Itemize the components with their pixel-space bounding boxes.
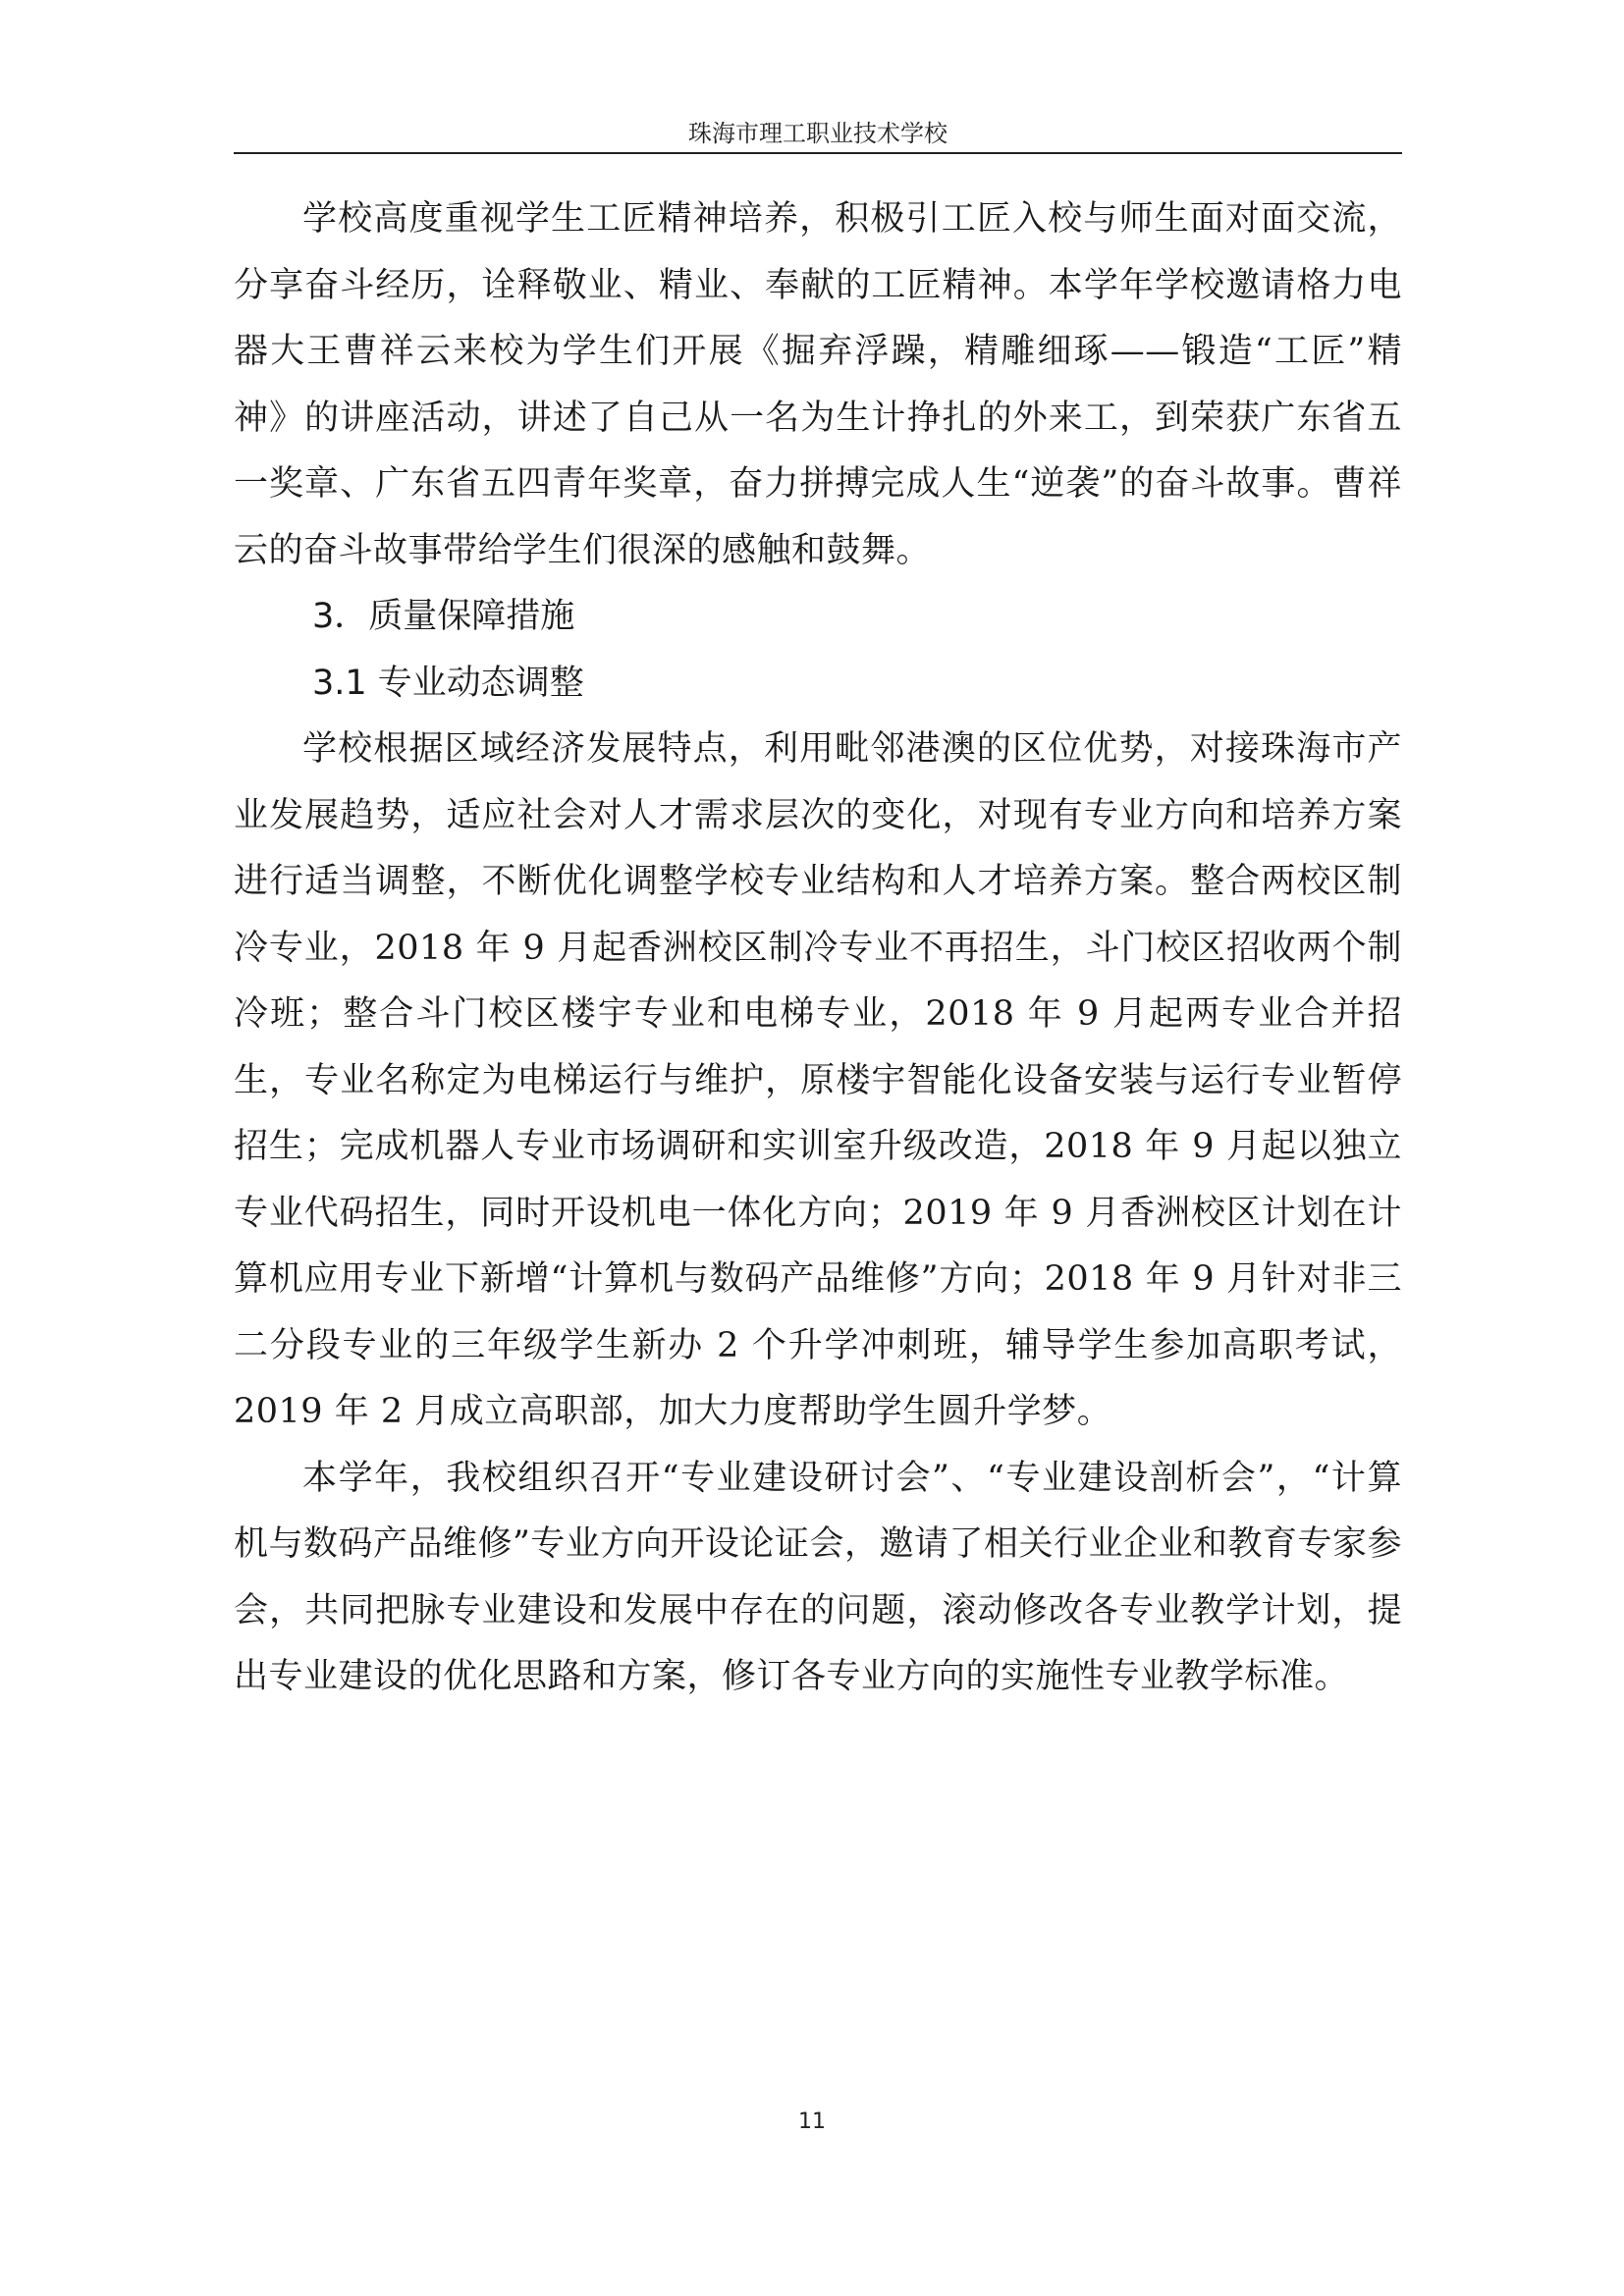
page-header-title: 珠海市理工职业技术学校 xyxy=(688,120,947,147)
paragraph-major-adjustment: 学校根据区域经济发展特点，利用毗邻港澳的区位优势，对接珠海市产业发展趋势，适应社会对人才需求层次的变化，对现有专业方向和培养方案进行适当调整，不断优化调整学校专业结构和人才培养方案。整合两校区制冷专业，2018 年 9 月起香洲校区制冷专业不再招生，斗门校区招收两个制冷班；整合斗门校区楼宇专业和电梯专业，2018 年 9 月起两专业合并招生，专业名称定为电梯运行与维护，原楼宇智能化设备安装与运行专业暂停招生；完成机器人专业市场调研和实训室升级改造，2018 年 9 月起以独立专业代码招生，同时开设机电一体化方向；2019 年 9 月香洲校区计划在计算机应用专业下新增“计算机与数码产品维修”方向；2018 年 9 月针对非三二分段专业的三年级学生新办 2 个升学冲刺班，辅导学生参加高职考试，2019 年 2 月成立高职部，加大力度帮助学生圆升学梦。 xyxy=(234,729,1402,1431)
header-divider xyxy=(234,152,1402,154)
paragraph-craftsman-spirit: 学校高度重视学生工匠精神培养，积极引工匠入校与师生面对面交流，分享奋斗经历，诠释敬业、精业、奉献的工匠精神。本学年学校邀请格力电器大王曹祥云来校为学生们开展《掘弃浮躁，精雕细琢——锻造“工匠”精神》的讲座活动，讲述了自己从一名为生计挣扎的外来工，到荣获广东省五一奖章、广东省五四青年奖章，奋力拼搏完成人生“逆袭”的奋斗故事。曹祥云的奋斗故事带给学生们很深的感触和鼓舞。 xyxy=(234,199,1402,570)
section-heading-quality-assurance: 3．质量保障措施 xyxy=(312,597,575,636)
paragraph-seminars: 本学年，我校组织召开“专业建设研讨会”、“专业建设剖析会”，“计算机与数码产品维修”专业方向开设论证会，邀请了相关行业企业和教育专家参会，共同把脉专业建设和发展中存在的问题，滚动修改各专业教学计划，提出专业建设的优化思路和方案，修订各专业方向的实施性专业教学标准。 xyxy=(234,1458,1402,1696)
page-number: 11 xyxy=(798,2109,826,2134)
document-body xyxy=(234,187,1402,1711)
subsection-heading-major-adjustment: 3.1 专业动态调整 xyxy=(312,663,584,703)
